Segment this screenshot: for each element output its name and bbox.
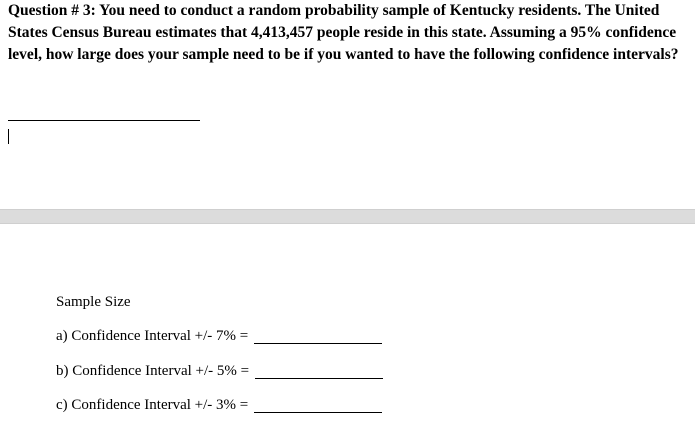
confidence-interval-blank-a[interactable]	[254, 328, 382, 344]
confidence-interval-blank-c[interactable]	[254, 397, 382, 413]
text-cursor	[8, 129, 9, 144]
sample-size-heading: Sample Size	[56, 294, 131, 310]
question-body: You need to conduct a random probability sample of Kentucky residents. The United States Census Bureau estimates that 4,413,457 people reside in this state. Assuming a 95% confidence level, how large does your sample need to be if you wanted to have the following confidence intervals?	[8, 2, 679, 63]
confidence-interval-item-a	[56, 326, 382, 346]
confidence-interval-label-b: b) Confidence Interval +/- 5% =	[56, 363, 250, 379]
confidence-interval-item-c	[56, 395, 382, 415]
confidence-interval-label-c: c) Confidence Interval +/- 3% =	[56, 397, 249, 413]
section-divider	[0, 209, 695, 224]
answer-line[interactable]	[8, 120, 200, 121]
confidence-interval-blank-b[interactable]	[255, 363, 383, 379]
confidence-interval-label-a: a) Confidence Interval +/- 7% =	[56, 328, 249, 344]
question-label: Question # 3:	[8, 2, 96, 19]
question-text	[8, 0, 688, 66]
confidence-interval-item-b	[56, 361, 383, 381]
